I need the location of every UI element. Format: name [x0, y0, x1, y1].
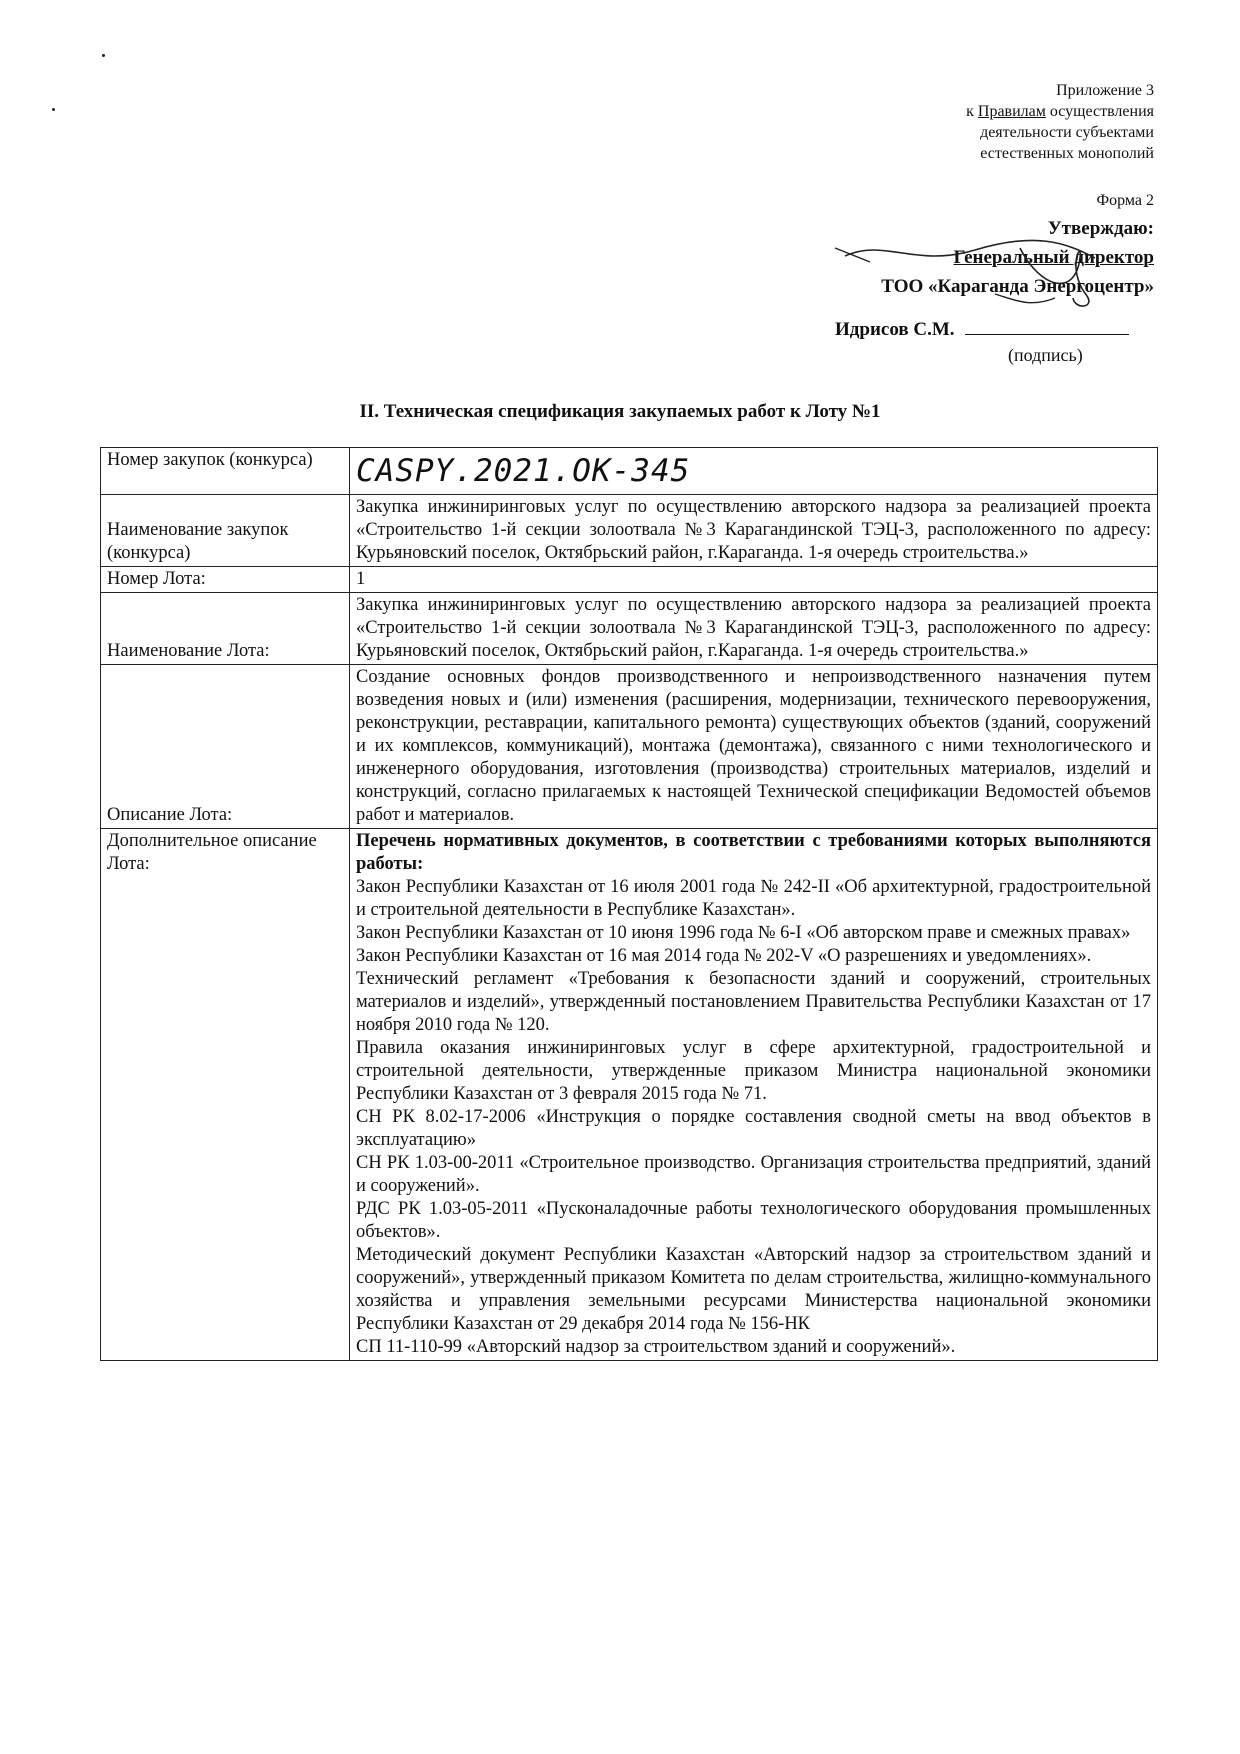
row-label: Номер Лота:	[101, 567, 350, 593]
normative-documents	[350, 829, 1158, 1361]
approval-title: Утверждаю:	[1047, 218, 1154, 239]
row-label: Наименование закупок (конкурса)	[101, 495, 350, 567]
scan-speck	[52, 108, 55, 111]
scan-speck	[102, 54, 105, 57]
normative-documents-heading: Перечень нормативных документов, в соответствии с требованиями которых выполняются работы:	[356, 831, 1151, 874]
table-row	[101, 495, 1158, 567]
table-row	[101, 593, 1158, 665]
list-item: Методический документ Республики Казахстан «Авторский надзор за строительством зданий и сооружений», утвержденный приказом Комитета по делам строительства, жилищно-коммунального хозяйства и управления земельными ресурсами Министерства национальной экономики Республики Казахстан от 29 декабря 2014 года № 156-НК	[356, 1245, 1151, 1334]
approval-position: Генеральный директор	[953, 247, 1154, 268]
rules-link-text: Правилам	[977, 103, 1046, 120]
annex-line: деятельности субъектами	[980, 124, 1154, 141]
signatory-name: Идрисов С.М.	[835, 319, 955, 340]
annex-line: Приложение 3	[1056, 82, 1154, 99]
procurement-number: CASPY.2021.OK-345	[350, 448, 1158, 495]
signature-blank	[965, 334, 1129, 335]
annex-line: естественных монополий	[980, 145, 1154, 162]
row-value: Создание основных фондов производственного и непроизводственного назначения путем возведения новых и (или) изменения (расширения, модернизации, технического перевооружения, реконструкции, реставрации, капитального ремонта) существующих объектов (зданий, сооружений и их комплексов, коммуникаций), монтажа (демонтажа), связанного с ними технологического и инженерного оборудования, изготовления (производства) строительных материалов, изделий и конструкций, согласно прилагаемых к настоящей Технической спецификации Ведомостей объемов работ и материалов.	[350, 665, 1158, 829]
list-item: РДС РК 1.03-05-2011 «Пусконаладочные работы технологического оборудования промышленных объектов».	[356, 1199, 1151, 1242]
handwritten-signature	[825, 228, 1125, 328]
row-value: 1	[350, 567, 1158, 593]
row-label: Дополнительное описание Лота:	[101, 829, 350, 1361]
table-row	[101, 829, 1158, 1361]
row-label: Наименование Лота:	[101, 593, 350, 665]
row-label: Номер закупок (конкурса)	[101, 448, 350, 495]
list-item: Правила оказания инжиниринговых услуг в сфере архитектурной, градостроительной и строительной деятельности, утвержденные приказом Министра национальной экономики Республики Казахстан от 3 февраля 2015 года № 71.	[356, 1038, 1151, 1104]
list-item: Закон Республики Казахстан от 16 июля 2001 года № 242-II «Об архитектурной, градостроительной и строительной деятельности в Республике Казахстан».	[356, 877, 1151, 920]
annex-line: к Правилам осуществления	[966, 103, 1154, 120]
list-item: Закон Республики Казахстан от 10 июня 1996 года № 6-I «Об авторском праве и смежных правах»	[356, 923, 1131, 943]
table-row	[101, 665, 1158, 829]
list-item: СН РК 1.03-00-2011 «Строительное производство. Организация строительства предприятий, зданий и сооружений».	[356, 1153, 1151, 1196]
form-number: Форма 2	[1096, 192, 1154, 209]
row-label: Описание Лота:	[101, 665, 350, 829]
annex-reference	[966, 80, 1154, 164]
table-row	[101, 448, 1158, 495]
list-item: СН РК 8.02-17-2006 «Инструкция о порядке составления сводной сметы на ввод объектов в эксплуатацию»	[356, 1107, 1151, 1150]
signatory-line	[835, 319, 1160, 341]
list-item: СП 11-110-99 «Авторский надзор за строительством зданий и сооружений».	[356, 1337, 956, 1357]
row-value: Закупка инжиниринговых услуг по осуществлению авторского надзора за реализацией проекта «Строительство 1-й секции золоотвала №3 Карагандинской ТЭЦ-3, расположенного по адресу: Курьяновский поселок, Октябрьский район, г.Караганда. 1-я очередь строительства.»	[350, 593, 1158, 665]
section-heading: II. Техническая спецификация закупаемых работ к Лоту №1	[359, 401, 881, 422]
list-item: Закон Республики Казахстан от 16 мая 2014 года № 202-V «О разрешениях и уведомлениях».	[356, 946, 1092, 966]
signature-caption: (подпись)	[1008, 345, 1083, 365]
list-item: Технический регламент «Требования к безопасности зданий и сооружений, строительных материалов и изделий», утвержденный постановлением Правительства Республики Казахстан от 17 ноября 2010 года № 120.	[356, 969, 1151, 1035]
specification-table	[100, 447, 1158, 1361]
row-value: Закупка инжиниринговых услуг по осуществлению авторского надзора за реализацией проекта «Строительство 1-й секции золоотвала №3 Карагандинской ТЭЦ-3, расположенного по адресу: Курьяновский поселок, Октябрьский район, г.Караганда. 1-я очередь строительства.»	[350, 495, 1158, 567]
approval-company: ТОО «Караганда Энергоцентр»	[881, 276, 1154, 297]
table-row	[101, 567, 1158, 593]
